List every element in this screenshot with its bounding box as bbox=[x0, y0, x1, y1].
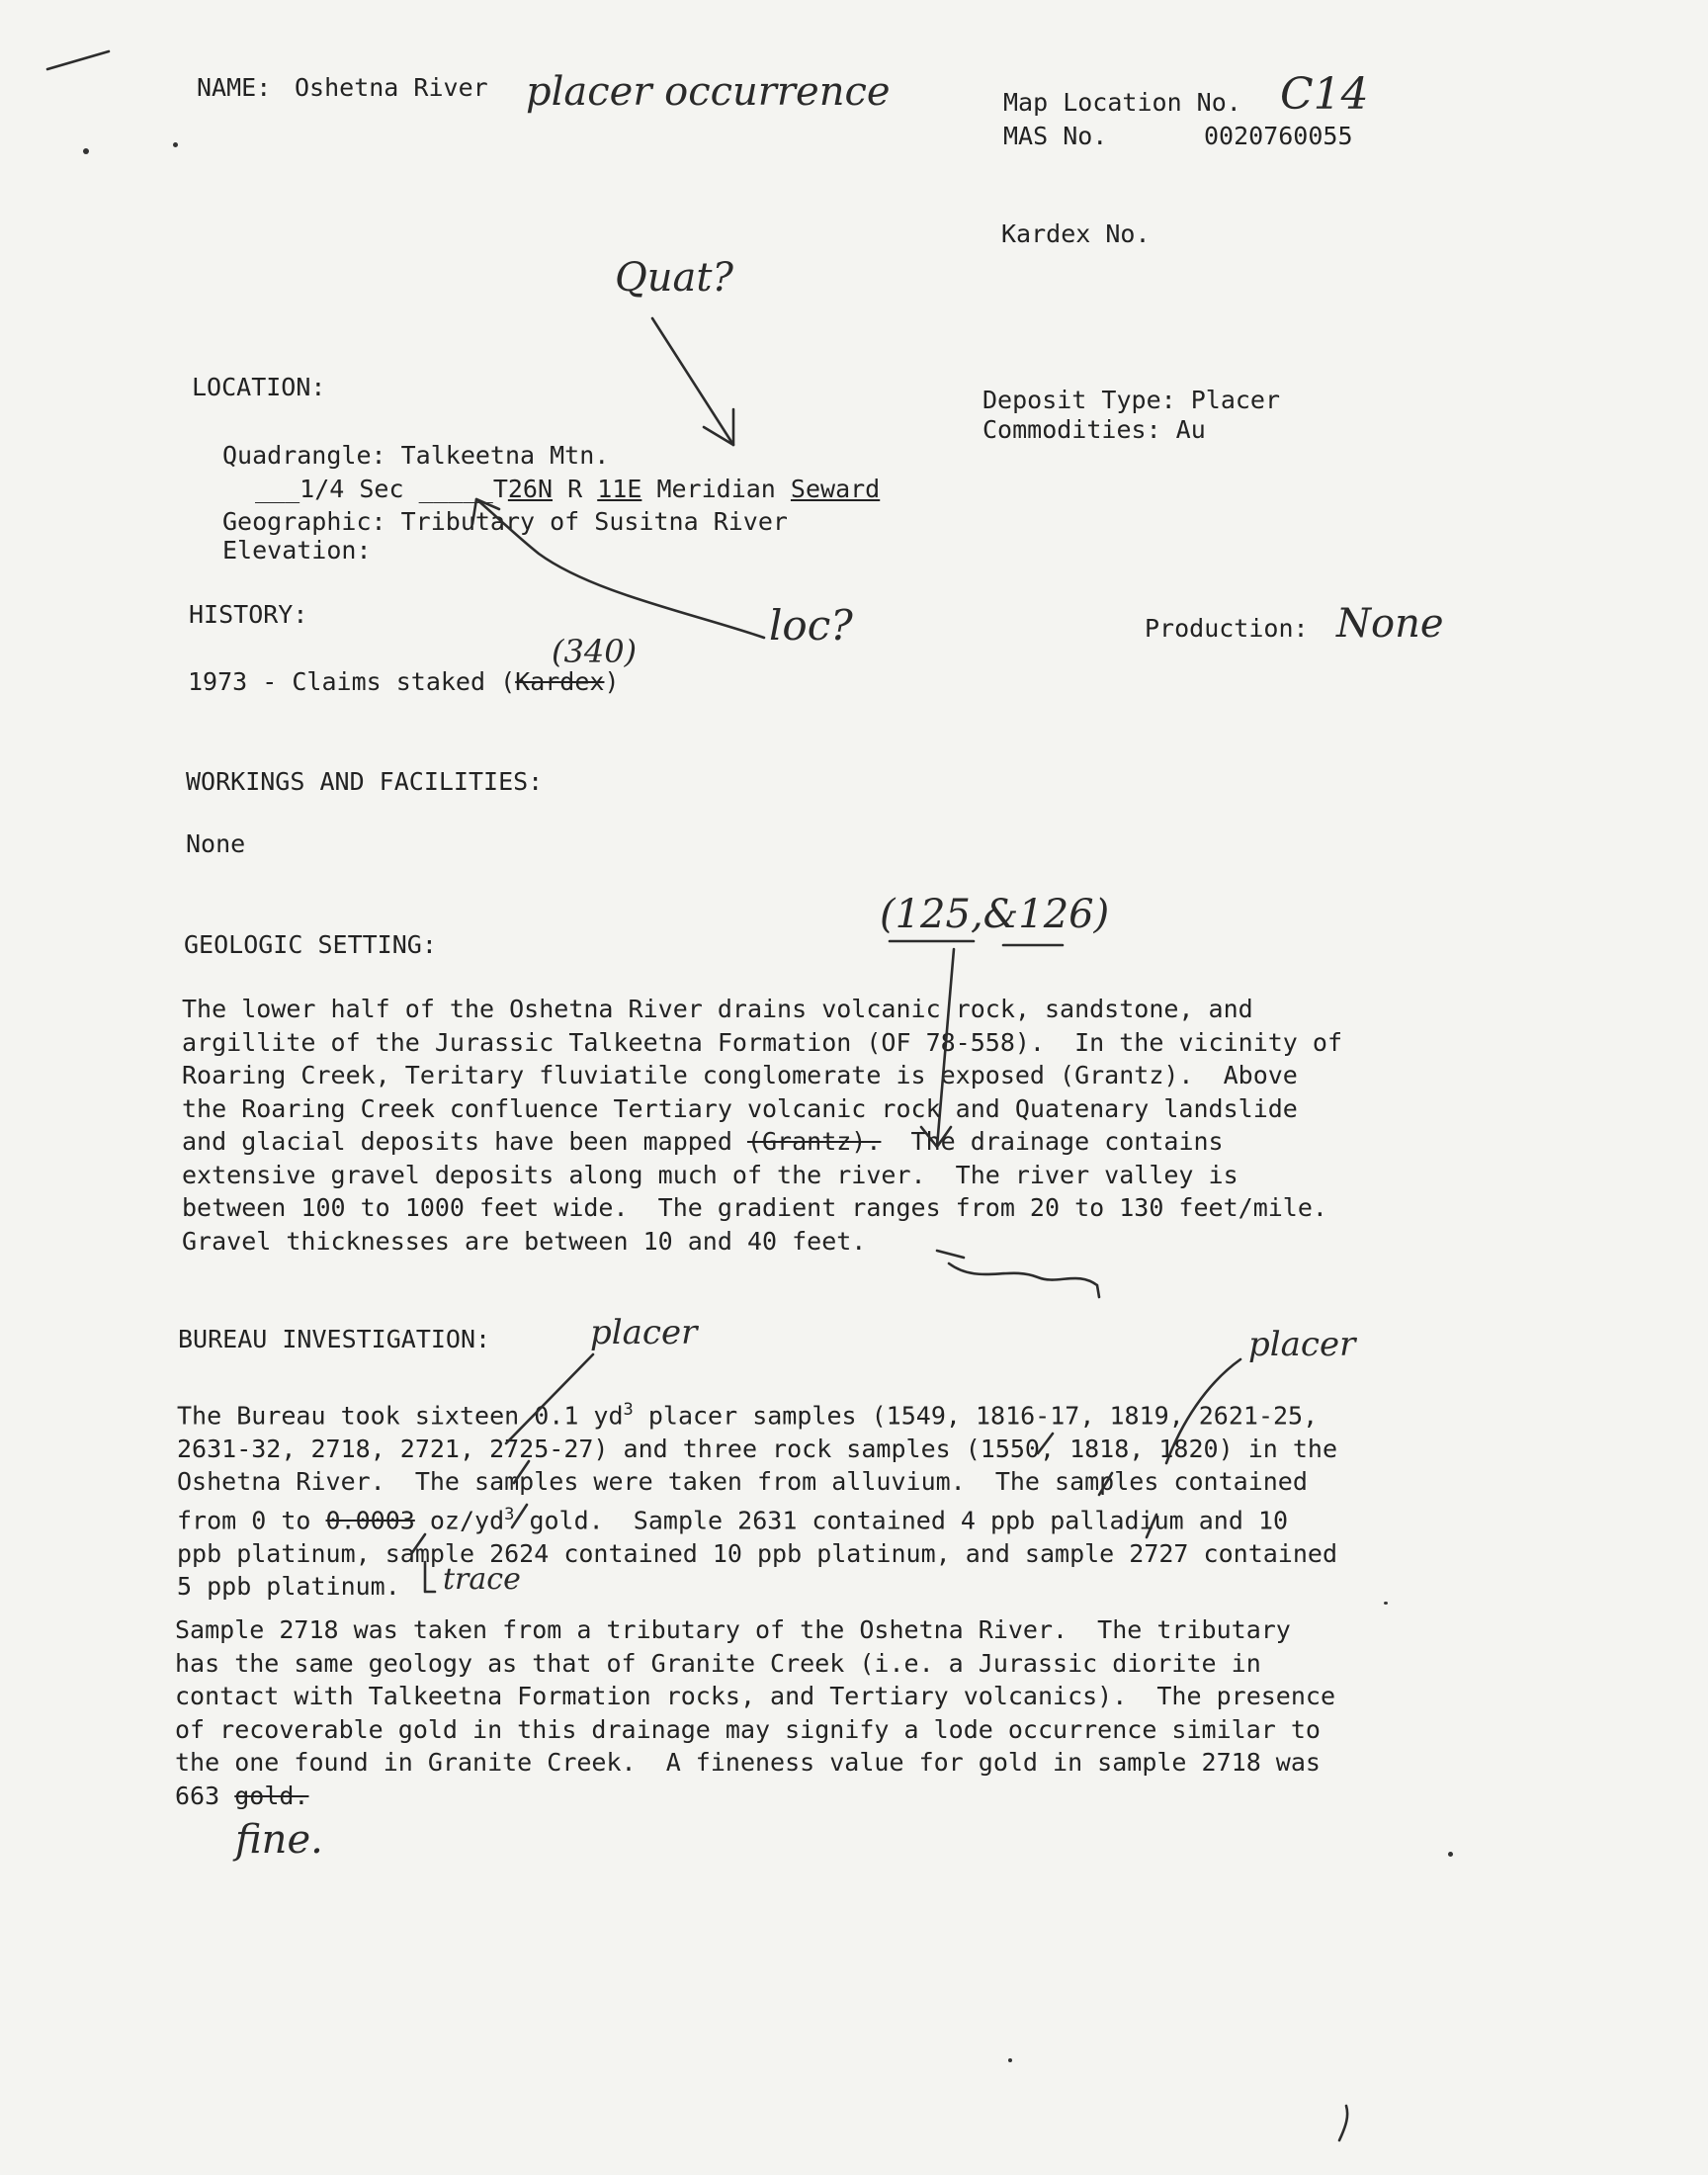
slash-mark-icon bbox=[512, 1505, 527, 1527]
bureau-line4-b: oz/yd bbox=[414, 1506, 505, 1535]
bureau-line: 2631-32, 2718, 2721, 2725-27) and three rock samples (1550, 1818, 1820) in the bbox=[177, 1434, 1337, 1463]
bureau-line: the one found in Granite Creek. A fineness value for gold in sample 2718 was bbox=[175, 1748, 1321, 1777]
slash-mark-icon bbox=[514, 1461, 529, 1483]
bureau-line: of recoverable gold in this drainage may signify a lode occurrence similar to bbox=[175, 1714, 1321, 1744]
kardex-label: Kardex No. bbox=[1001, 219, 1151, 248]
quat-arrow-icon bbox=[652, 318, 733, 445]
geologic-line: between 100 to 1000 feet wide. The gradient ranges from 20 to 130 feet/mile. bbox=[182, 1193, 1327, 1222]
workings-text: None bbox=[186, 829, 246, 858]
slash-mark-icon bbox=[1147, 1515, 1156, 1537]
bureau-line: has the same geology as that of Granite Creek (i.e. a Jurassic diorite in bbox=[175, 1648, 1261, 1678]
handwritten-ref-340: (340) bbox=[552, 633, 638, 670]
scan-speck bbox=[83, 148, 89, 154]
history-suffix: ) bbox=[604, 667, 620, 696]
range-label: R bbox=[567, 475, 583, 503]
workings-heading: WORKINGS AND FACILITIES: bbox=[186, 767, 544, 796]
handwritten-placer-2: placer bbox=[1248, 1325, 1356, 1364]
meridian-value: Seward bbox=[790, 475, 881, 503]
bureau-line: 5 ppb platinum. bbox=[177, 1572, 400, 1602]
handwritten-trace: trace bbox=[443, 1562, 521, 1597]
mas-value: 0020760055 bbox=[1204, 122, 1353, 150]
scan-speck bbox=[173, 142, 178, 147]
scribble-ref-icon bbox=[937, 1251, 1099, 1297]
history-prefix: 1973 - Claims staked ( bbox=[188, 667, 516, 696]
ref-pointer-line-icon bbox=[937, 949, 954, 1147]
handwritten-quat: Quat? bbox=[615, 255, 733, 301]
quadrangle-line: Quadrangle: Talkeetna Mtn. bbox=[222, 441, 610, 470]
elevation-line: Elevation: bbox=[222, 536, 372, 565]
handwritten-map-location-value: C14 bbox=[1280, 69, 1369, 120]
range-value: 11E bbox=[597, 475, 642, 503]
bureau-line1-b: placer samples (1549, 1816-17, 1819, 2621-25, bbox=[633, 1401, 1319, 1431]
handwritten-placer-1: placer bbox=[590, 1313, 698, 1352]
map-location-label: Map Location No. bbox=[1003, 88, 1241, 117]
geologic-line5-suffix: The drainage contains bbox=[881, 1127, 1224, 1156]
superscript-3: 3 bbox=[504, 1504, 515, 1524]
slash-mark-icon bbox=[411, 1534, 425, 1554]
section-blanks: ___1/4 Sec _____T bbox=[255, 475, 508, 503]
history-heading: HISTORY: bbox=[189, 600, 308, 629]
loc-arrow-icon bbox=[476, 499, 764, 638]
deposit-type: Deposit Type: Placer bbox=[982, 386, 1281, 414]
slash-mark-icon bbox=[1038, 1434, 1053, 1453]
handwritten-loc: loc? bbox=[769, 601, 853, 650]
ref-underline-icon bbox=[890, 941, 1063, 945]
geologic-line: Roaring Creek, Teritary fluviatile conglomerate is exposed (Grantz). Above bbox=[182, 1061, 1298, 1089]
bureau-heading: BUREAU INVESTIGATION: bbox=[178, 1325, 491, 1353]
handwritten-fine: fine. bbox=[235, 1817, 323, 1863]
superscript-3: 3 bbox=[623, 1400, 634, 1420]
handwritten-placer-occurrence: placer occurrence bbox=[526, 69, 891, 115]
placer-leader-2-icon bbox=[1166, 1359, 1240, 1463]
scan-speck bbox=[1008, 2058, 1012, 2062]
geologic-struck-grantz: (Grantz). bbox=[746, 1127, 882, 1156]
scan-speck bbox=[1384, 1602, 1388, 1605]
handwritten-ref-125-126: (125,&126) bbox=[880, 892, 1110, 937]
bureau-line4-c: gold. Sample 2631 contained 4 ppb palladium and 10 bbox=[514, 1506, 1289, 1535]
township-value: 26N bbox=[507, 475, 554, 503]
geologic-line: extensive gravel deposits along much of the river. The river valley is bbox=[182, 1160, 1238, 1189]
edge-mark-icon bbox=[47, 51, 109, 69]
geographic-line: Geographic: Tributary of Susitna River bbox=[222, 507, 788, 536]
geologic-line: the Roaring Creek confluence Tertiary volcanic rock and Quatenary landslide bbox=[182, 1093, 1298, 1123]
bureau-line: Sample 2718 was taken from a tributary of the Oshetna River. The tributary bbox=[175, 1615, 1291, 1644]
bureau-last-prefix: 663 bbox=[175, 1781, 235, 1810]
edge-mark-icon bbox=[1339, 2106, 1347, 2140]
slash-mark-icon bbox=[1099, 1473, 1112, 1495]
bureau-struck-gold: gold. bbox=[234, 1781, 309, 1810]
bureau-struck-value: 0.0003 bbox=[325, 1506, 415, 1535]
commodities: Commodities: Au bbox=[982, 415, 1206, 444]
bureau-line: ppb platinum, sample 2624 contained 10 ppb platinum, and sample 2727 contained bbox=[177, 1538, 1337, 1568]
location-heading: LOCATION: bbox=[192, 373, 326, 401]
placer-leader-1-icon bbox=[506, 1354, 593, 1443]
ref-pointer-head-icon bbox=[921, 1127, 951, 1147]
bureau-line: contact with Talkeetna Formation rocks, and Tertiary volcanics). The presence bbox=[175, 1682, 1335, 1710]
geologic-line5-prefix: and glacial deposits have been mapped bbox=[182, 1127, 747, 1156]
geologic-line: argillite of the Jurassic Talkeetna Formation (OF 78-558). In the vicinity of bbox=[182, 1027, 1342, 1057]
loc-arrowhead-icon bbox=[472, 499, 499, 524]
geologic-line: Gravel thicknesses are between 10 and 40 feet. bbox=[182, 1226, 867, 1256]
production-label: Production: bbox=[1145, 614, 1309, 643]
geologic-line: The lower half of the Oshetna River drains volcanic rock, sandstone, and bbox=[182, 995, 1253, 1023]
trace-leader-icon bbox=[425, 1562, 435, 1592]
handwritten-production-none: None bbox=[1336, 601, 1444, 647]
history-struck-kardex: Kardex bbox=[515, 667, 605, 696]
scan-speck bbox=[1448, 1852, 1453, 1857]
bureau-line: Oshetna River. The samples were taken from alluvium. The samples contained bbox=[177, 1467, 1308, 1497]
bureau-line1-a: The Bureau took sixteen 0.1 yd bbox=[177, 1401, 624, 1431]
geologic-heading: GEOLOGIC SETTING: bbox=[184, 930, 437, 959]
name-label: NAME: bbox=[197, 73, 272, 102]
name-value: Oshetna River bbox=[295, 73, 488, 102]
mas-label: MAS No. bbox=[1003, 122, 1108, 150]
meridian-label: Meridian bbox=[656, 475, 776, 503]
bureau-line4-a: from 0 to bbox=[177, 1506, 326, 1535]
